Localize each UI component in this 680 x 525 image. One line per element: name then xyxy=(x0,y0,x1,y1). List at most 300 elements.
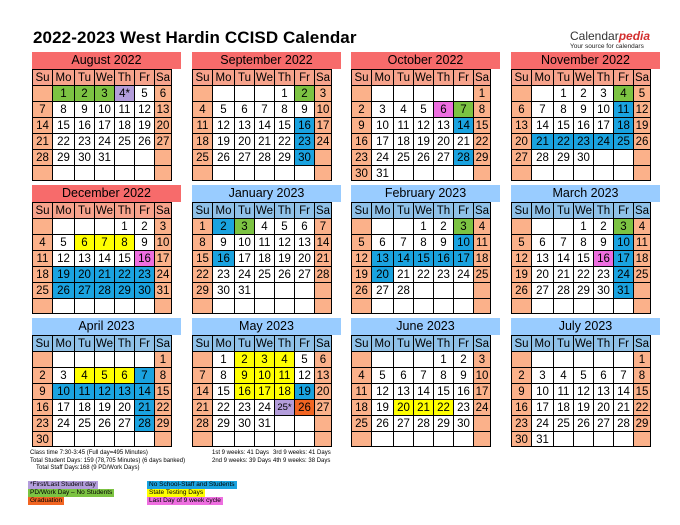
day-cell: 18 xyxy=(254,250,274,266)
day-cell: 17 xyxy=(473,383,491,399)
day-cell: 2 xyxy=(351,101,371,117)
day-cell: 30 xyxy=(294,149,314,165)
day-cell: 4 xyxy=(351,367,371,383)
day-cell: 26 xyxy=(633,133,651,149)
weekday-label: Tu xyxy=(234,335,254,351)
month-calendar xyxy=(192,185,341,314)
day-cell: 11 xyxy=(473,234,491,250)
day-cell: 20 xyxy=(531,266,553,282)
empty-day-cell xyxy=(74,431,94,447)
day-cell: 27 xyxy=(234,149,254,165)
day-cell: 8 xyxy=(413,234,433,250)
footer-student-days: Total Student Days: 159 (78,705 Minutes) (6 days banked) xyxy=(30,457,186,464)
day-cell: 28 xyxy=(453,149,473,165)
empty-day-cell xyxy=(192,85,212,101)
day-cell: 30 xyxy=(453,415,473,431)
day-cell: 24 xyxy=(52,415,74,431)
day-cell: 29 xyxy=(114,282,134,298)
weekday-header-row xyxy=(511,335,660,351)
day-cell: 21 xyxy=(192,399,212,415)
weekday-header-row xyxy=(32,335,181,351)
weekday-header-row xyxy=(32,202,181,218)
day-cell: 19 xyxy=(573,399,593,415)
day-cell: 29 xyxy=(573,282,593,298)
weekday-header-row xyxy=(351,69,500,85)
day-cell: 12 xyxy=(52,250,74,266)
day-cell: 13 xyxy=(74,250,94,266)
empty-day-cell xyxy=(593,431,613,447)
day-cell: 1 xyxy=(433,351,453,367)
empty-day-cell xyxy=(413,351,433,367)
day-cell: 23 xyxy=(294,133,314,149)
day-cell: 7 xyxy=(254,101,274,117)
empty-day-cell xyxy=(593,351,613,367)
weekday-label: We xyxy=(413,335,433,351)
day-cell: 18 xyxy=(393,133,413,149)
day-cell: 21 xyxy=(531,133,553,149)
day-cell: 2 xyxy=(32,367,52,383)
day-cell: 19 xyxy=(212,133,234,149)
day-cell: 2 xyxy=(593,218,613,234)
day-cell: 8 xyxy=(192,234,212,250)
empty-day-cell xyxy=(553,431,573,447)
day-cell: 6 xyxy=(371,234,393,250)
day-cell: 30 xyxy=(593,282,613,298)
day-cell: 21 xyxy=(94,266,114,282)
empty-day-cell xyxy=(52,165,74,181)
day-cell: 14 xyxy=(94,250,114,266)
weekday-label: Sa xyxy=(314,69,332,85)
day-cell: 22 xyxy=(154,399,172,415)
week-row xyxy=(351,250,500,266)
day-cell: 15 xyxy=(212,383,234,399)
day-cell: 25* xyxy=(274,399,294,415)
day-cell: 30 xyxy=(212,282,234,298)
day-cell: 26 xyxy=(212,149,234,165)
day-cell: 16 xyxy=(573,117,593,133)
day-cell: 12 xyxy=(212,117,234,133)
day-cell: 13 xyxy=(393,383,413,399)
empty-day-cell xyxy=(254,165,274,181)
weekday-label: Th xyxy=(114,202,134,218)
day-cell: 20 xyxy=(294,250,314,266)
weekday-label: Su xyxy=(192,335,212,351)
weekday-label: Fr xyxy=(613,69,633,85)
weekday-label: We xyxy=(573,335,593,351)
week-row xyxy=(32,165,181,181)
empty-day-cell xyxy=(531,165,553,181)
weekday-label: Mo xyxy=(371,335,393,351)
day-cell: 13 xyxy=(234,117,254,133)
day-cell: 19 xyxy=(633,117,651,133)
day-cell: 14 xyxy=(393,250,413,266)
legend-last-day-cycle: Last Day of 9 week cycle xyxy=(149,497,221,504)
weekday-label: Su xyxy=(351,202,371,218)
day-cell: 21 xyxy=(314,250,332,266)
empty-day-cell xyxy=(633,431,651,447)
empty-day-cell xyxy=(274,282,294,298)
empty-day-cell xyxy=(74,218,94,234)
day-cell: 23 xyxy=(212,266,234,282)
day-cell: 8 xyxy=(633,367,651,383)
day-cell: 19 xyxy=(94,399,114,415)
day-cell: 28 xyxy=(413,415,433,431)
weekday-label: Su xyxy=(511,69,531,85)
day-cell: 24 xyxy=(314,133,332,149)
day-cell: 3 xyxy=(613,218,633,234)
day-cell: 3 xyxy=(531,367,553,383)
day-cell: 28 xyxy=(613,415,633,431)
day-cell: 17 xyxy=(531,399,553,415)
day-cell: 18 xyxy=(473,250,491,266)
day-cell: 15 xyxy=(573,250,593,266)
day-cell: 28 xyxy=(32,149,52,165)
day-cell: 1 xyxy=(154,351,172,367)
weekday-label: Tu xyxy=(393,335,413,351)
empty-day-cell xyxy=(114,149,134,165)
empty-day-cell xyxy=(234,85,254,101)
day-cell: 2 xyxy=(294,85,314,101)
week-row xyxy=(192,117,341,133)
weekday-label: Su xyxy=(192,202,212,218)
weekday-label: Sa xyxy=(633,69,651,85)
day-cell: 15 xyxy=(52,117,74,133)
weekday-label: Fr xyxy=(613,335,633,351)
empty-day-cell xyxy=(274,165,294,181)
day-cell: 5 xyxy=(52,234,74,250)
day-cell: 30 xyxy=(134,282,154,298)
day-cell: 10 xyxy=(371,117,393,133)
day-cell: 1 xyxy=(573,218,593,234)
day-cell: 27 xyxy=(74,282,94,298)
weekday-header-row xyxy=(351,335,500,351)
week-row xyxy=(511,133,660,149)
week-row xyxy=(192,234,341,250)
day-cell: 7 xyxy=(94,234,114,250)
week-row xyxy=(511,250,660,266)
day-cell: 1 xyxy=(633,351,651,367)
week-row xyxy=(511,234,660,250)
empty-day-cell xyxy=(154,298,172,314)
day-cell: 3 xyxy=(314,85,332,101)
week-row xyxy=(351,351,500,367)
day-cell: 14 xyxy=(192,383,212,399)
weekday-label: Fr xyxy=(294,335,314,351)
day-cell: 25 xyxy=(473,266,491,282)
week-row xyxy=(32,218,181,234)
day-cell: 23 xyxy=(593,266,613,282)
weekday-label: Sa xyxy=(154,69,172,85)
week-row xyxy=(351,298,500,314)
day-cell: 18 xyxy=(32,266,52,282)
empty-day-cell xyxy=(192,165,212,181)
day-cell: 18 xyxy=(274,383,294,399)
day-cell: 8 xyxy=(52,101,74,117)
day-cell: 19 xyxy=(134,117,154,133)
weekday-label: Mo xyxy=(52,335,74,351)
empty-day-cell xyxy=(254,282,274,298)
empty-day-cell xyxy=(32,218,52,234)
weekday-label: We xyxy=(254,335,274,351)
empty-day-cell xyxy=(114,351,134,367)
brand-name-part1: Calendar xyxy=(570,29,619,43)
day-cell: 23 xyxy=(511,415,531,431)
day-cell: 16 xyxy=(134,250,154,266)
day-cell: 23 xyxy=(32,415,52,431)
day-cell: 8 xyxy=(114,234,134,250)
empty-day-cell xyxy=(154,149,172,165)
empty-day-cell xyxy=(212,85,234,101)
empty-day-cell xyxy=(114,165,134,181)
weekday-label: Su xyxy=(511,202,531,218)
week-row xyxy=(192,351,341,367)
day-cell: 9 xyxy=(593,234,613,250)
week-row xyxy=(32,117,181,133)
day-cell: 6 xyxy=(154,85,172,101)
day-cell: 13 xyxy=(114,383,134,399)
day-cell: 20 xyxy=(433,133,453,149)
day-cell: 21 xyxy=(453,133,473,149)
weekday-label: Mo xyxy=(212,202,234,218)
weekday-label: Sa xyxy=(314,202,332,218)
day-cell: 20 xyxy=(154,117,172,133)
day-cell: 22 xyxy=(114,266,134,282)
day-cell: 7 xyxy=(413,367,433,383)
day-cell: 11 xyxy=(274,367,294,383)
day-cell: 6 xyxy=(294,218,314,234)
week-row xyxy=(32,101,181,117)
empty-day-cell xyxy=(94,218,114,234)
day-cell: 13 xyxy=(314,367,332,383)
day-cell: 7 xyxy=(613,367,633,383)
day-cell: 13 xyxy=(433,117,453,133)
day-cell: 18 xyxy=(351,399,371,415)
day-cell: 3 xyxy=(52,367,74,383)
day-cell: 16 xyxy=(593,250,613,266)
empty-day-cell xyxy=(371,351,393,367)
empty-day-cell xyxy=(52,351,74,367)
weekday-label: Tu xyxy=(553,202,573,218)
empty-day-cell xyxy=(473,415,491,431)
day-cell: 4 xyxy=(274,351,294,367)
legend-state-testing: State Testing Days xyxy=(149,489,204,496)
month-calendar xyxy=(351,318,500,447)
empty-day-cell xyxy=(511,85,531,101)
day-cell: 31 xyxy=(234,282,254,298)
empty-day-cell xyxy=(371,298,393,314)
empty-day-cell xyxy=(453,431,473,447)
day-cell: 5 xyxy=(94,367,114,383)
day-cell: 22 xyxy=(633,399,651,415)
day-cell: 14 xyxy=(613,383,633,399)
empty-day-cell xyxy=(234,165,254,181)
day-cell: 12 xyxy=(511,250,531,266)
footer-q1: 1st 9 weeks: 41 Days xyxy=(212,450,270,456)
day-cell: 22 xyxy=(192,266,212,282)
empty-day-cell xyxy=(613,165,633,181)
weekday-label: Sa xyxy=(633,335,651,351)
weekday-label: Fr xyxy=(134,335,154,351)
empty-day-cell xyxy=(393,165,413,181)
day-cell: 17 xyxy=(52,399,74,415)
day-cell: 24 xyxy=(593,133,613,149)
day-cell: 3 xyxy=(371,101,393,117)
day-cell: 10 xyxy=(94,101,114,117)
day-cell: 14 xyxy=(531,117,553,133)
empty-day-cell xyxy=(573,165,593,181)
empty-day-cell xyxy=(531,351,553,367)
empty-day-cell xyxy=(314,415,332,431)
day-cell: 15 xyxy=(413,250,433,266)
day-cell: 21 xyxy=(32,133,52,149)
day-cell: 5 xyxy=(294,351,314,367)
empty-day-cell xyxy=(613,351,633,367)
week-row xyxy=(511,415,660,431)
week-row xyxy=(511,298,660,314)
day-cell: 27 xyxy=(593,415,613,431)
empty-day-cell xyxy=(212,165,234,181)
weekday-label: We xyxy=(94,202,114,218)
day-cell: 18 xyxy=(74,399,94,415)
day-cell: 28 xyxy=(531,149,553,165)
day-cell: 13 xyxy=(593,383,613,399)
empty-day-cell xyxy=(453,165,473,181)
week-row xyxy=(351,85,500,101)
day-cell: 17 xyxy=(234,250,254,266)
weekday-label: Tu xyxy=(74,335,94,351)
weekday-label: Th xyxy=(274,202,294,218)
day-cell: 26 xyxy=(134,133,154,149)
empty-day-cell xyxy=(74,165,94,181)
day-cell: 12 xyxy=(94,383,114,399)
empty-day-cell xyxy=(433,431,453,447)
empty-day-cell xyxy=(511,298,531,314)
empty-day-cell xyxy=(553,218,573,234)
empty-day-cell xyxy=(234,298,254,314)
day-cell: 2 xyxy=(134,218,154,234)
day-cell: 24 xyxy=(94,133,114,149)
empty-day-cell xyxy=(274,298,294,314)
weekday-label: Mo xyxy=(52,69,74,85)
day-cell: 16 xyxy=(453,383,473,399)
day-cell: 3 xyxy=(453,218,473,234)
weekday-label: Fr xyxy=(134,69,154,85)
day-cell: 20 xyxy=(114,399,134,415)
day-cell: 19 xyxy=(413,133,433,149)
week-row xyxy=(192,282,341,298)
month-title: June 2023 xyxy=(351,318,500,335)
day-cell: 13 xyxy=(531,250,553,266)
day-cell: 4 xyxy=(613,85,633,101)
empty-day-cell xyxy=(553,298,573,314)
day-cell: 26 xyxy=(573,415,593,431)
empty-day-cell xyxy=(294,431,314,447)
footer-q3: 3rd 9 weeks: 41 Days xyxy=(273,450,331,456)
month-calendar xyxy=(351,52,500,181)
week-row xyxy=(32,351,181,367)
empty-day-cell xyxy=(393,218,413,234)
day-cell: 6 xyxy=(234,101,254,117)
day-cell: 23 xyxy=(74,133,94,149)
empty-day-cell xyxy=(314,165,332,181)
day-cell: 19 xyxy=(351,266,371,282)
month-calendar xyxy=(351,185,500,314)
week-row xyxy=(511,367,660,383)
month-title: January 2023 xyxy=(192,185,341,202)
day-cell: 11 xyxy=(32,250,52,266)
week-row xyxy=(511,165,660,181)
day-cell: 2 xyxy=(234,351,254,367)
day-cell: 28 xyxy=(254,149,274,165)
day-cell: 10 xyxy=(593,101,613,117)
footer-quarters-left xyxy=(212,450,271,465)
empty-day-cell xyxy=(94,165,114,181)
empty-day-cell xyxy=(351,431,371,447)
day-cell: 10 xyxy=(613,234,633,250)
day-cell: 21 xyxy=(413,399,433,415)
day-cell: 25 xyxy=(114,133,134,149)
empty-day-cell xyxy=(134,165,154,181)
empty-day-cell xyxy=(473,282,491,298)
week-row xyxy=(511,218,660,234)
day-cell: 19 xyxy=(371,399,393,415)
day-cell: 27 xyxy=(393,415,413,431)
week-row xyxy=(511,85,660,101)
empty-day-cell xyxy=(393,351,413,367)
day-cell: 10 xyxy=(531,383,553,399)
empty-day-cell xyxy=(314,282,332,298)
day-cell: 5 xyxy=(633,85,651,101)
empty-day-cell xyxy=(254,85,274,101)
day-cell: 27 xyxy=(114,415,134,431)
day-cell: 1 xyxy=(274,85,294,101)
empty-day-cell xyxy=(294,282,314,298)
empty-day-cell xyxy=(453,298,473,314)
week-row xyxy=(192,415,341,431)
day-cell: 16 xyxy=(294,117,314,133)
day-cell: 17 xyxy=(453,250,473,266)
week-row xyxy=(192,149,341,165)
day-cell: 2 xyxy=(573,85,593,101)
day-cell: 30 xyxy=(32,431,52,447)
day-cell: 22 xyxy=(573,266,593,282)
day-cell: 15 xyxy=(114,250,134,266)
empty-day-cell xyxy=(134,298,154,314)
day-cell: 9 xyxy=(573,101,593,117)
empty-day-cell xyxy=(254,431,274,447)
day-cell: 12 xyxy=(413,117,433,133)
day-cell: 27 xyxy=(294,266,314,282)
week-row xyxy=(32,85,181,101)
day-cell: 11 xyxy=(613,101,633,117)
empty-day-cell xyxy=(613,149,633,165)
week-row xyxy=(351,383,500,399)
weekday-label: Su xyxy=(32,202,52,218)
day-cell: 14 xyxy=(553,250,573,266)
empty-day-cell xyxy=(254,298,274,314)
empty-day-cell xyxy=(294,298,314,314)
month-calendar xyxy=(32,185,181,314)
day-cell: 4 xyxy=(74,367,94,383)
empty-day-cell xyxy=(351,218,371,234)
legend-pd-work-day: PD/Work Day – No Students xyxy=(30,489,113,496)
day-cell: 11 xyxy=(192,117,212,133)
empty-day-cell xyxy=(593,165,613,181)
empty-day-cell xyxy=(393,85,413,101)
legend-no-school: No School-Staff and Students xyxy=(149,481,235,488)
day-cell: 20 xyxy=(511,133,531,149)
day-cell: 18 xyxy=(114,117,134,133)
